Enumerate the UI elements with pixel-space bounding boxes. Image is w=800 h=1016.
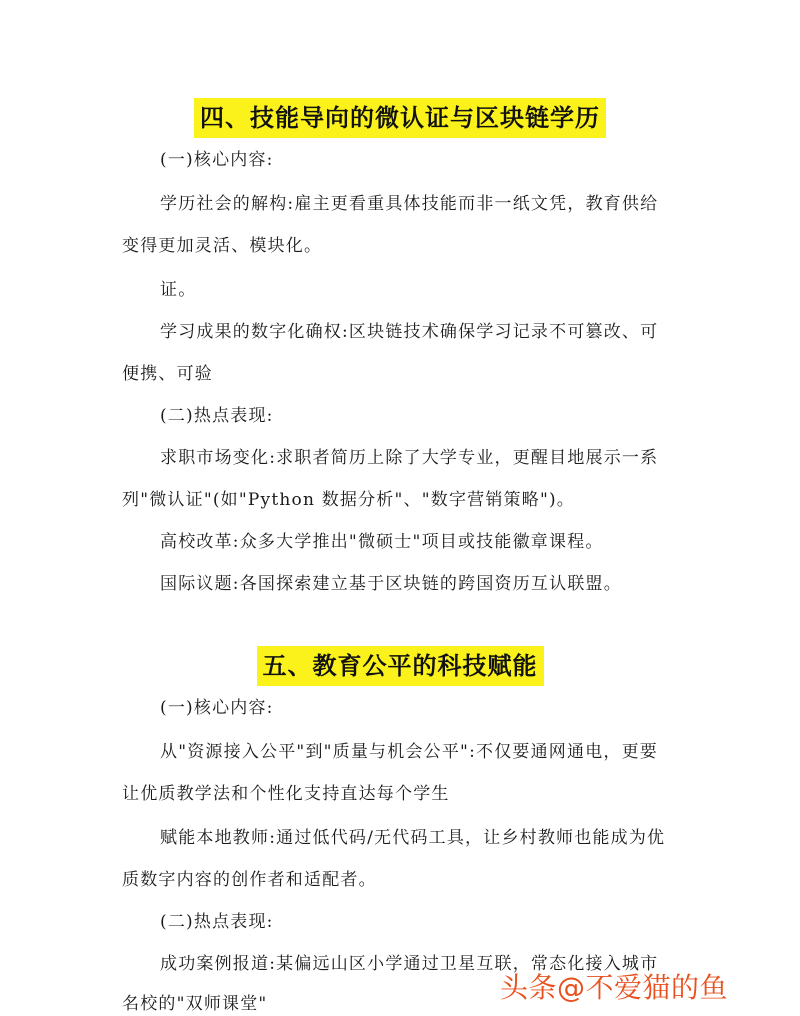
section-4-paragraph-1-line-2: 变得更加灵活、模块化。 — [122, 236, 323, 256]
section-5-paragraph-2-line-1: 赋能本地教师:通过低代码/无代码工具，让乡村教师也能成为优 — [160, 828, 666, 848]
section-5-hot-1-line-1: 成功案例报道:某偏远山区小学通过卫星互联，常态化接入城市 — [160, 954, 659, 974]
section-5-paragraph-1-line-1: 从"资源接入公平"到"质量与机会公平":不仅要通网通电，更要 — [160, 742, 659, 762]
section-5-heading-wrap — [0, 646, 800, 686]
watermark: 头条@不爱猫的鱼 — [499, 971, 728, 1004]
section-4-core-title: (一)核心内容: — [160, 150, 274, 170]
section-4-paragraph-3-line-2: 便携、可验 — [122, 364, 213, 384]
section-5-paragraph-2-line-2: 质数字内容的创作者和适配者。 — [122, 870, 377, 890]
section-4-paragraph-1-line-1: 学历社会的解构:雇主更看重具体技能而非一纸文凭，教育供给 — [160, 194, 659, 214]
section-5-hot-title: (二)热点表现: — [160, 912, 274, 932]
section-5-paragraph-1-line-2: 让优质教学法和个性化支持直达每个学生 — [122, 784, 450, 804]
section-5-core-title: (一)核心内容: — [160, 698, 274, 718]
section-4-hot-2: 高校改革:众多大学推出"微硕士"项目或技能徽章课程。 — [160, 532, 604, 552]
section-4-hot-title: (二)热点表现: — [160, 406, 274, 426]
section-4-paragraph-2: 证。 — [160, 280, 197, 300]
section-4-hot-3: 国际议题:各国探索建立基于区块链的跨国资历互认联盟。 — [160, 574, 622, 594]
section-5-hot-1-line-2: 名校的"双师课堂" — [122, 994, 268, 1014]
section-4-hot-1-line-1: 求职市场变化:求职者简历上除了大学专业，更醒目地展示一系 — [160, 448, 659, 468]
section-4-hot-1-line-2: 列"微认证"(如"Python 数据分析"、"数字营销策略")。 — [122, 490, 575, 510]
section-4-heading: 四、技能导向的微认证与区块链学历 — [194, 98, 606, 138]
section-4-paragraph-3-line-1: 学习成果的数字化确权:区块链技术确保学习记录不可篡改、可 — [160, 322, 659, 342]
section-5-heading: 五、教育公平的科技赋能 — [257, 646, 544, 686]
section-4-heading-wrap — [0, 98, 800, 138]
